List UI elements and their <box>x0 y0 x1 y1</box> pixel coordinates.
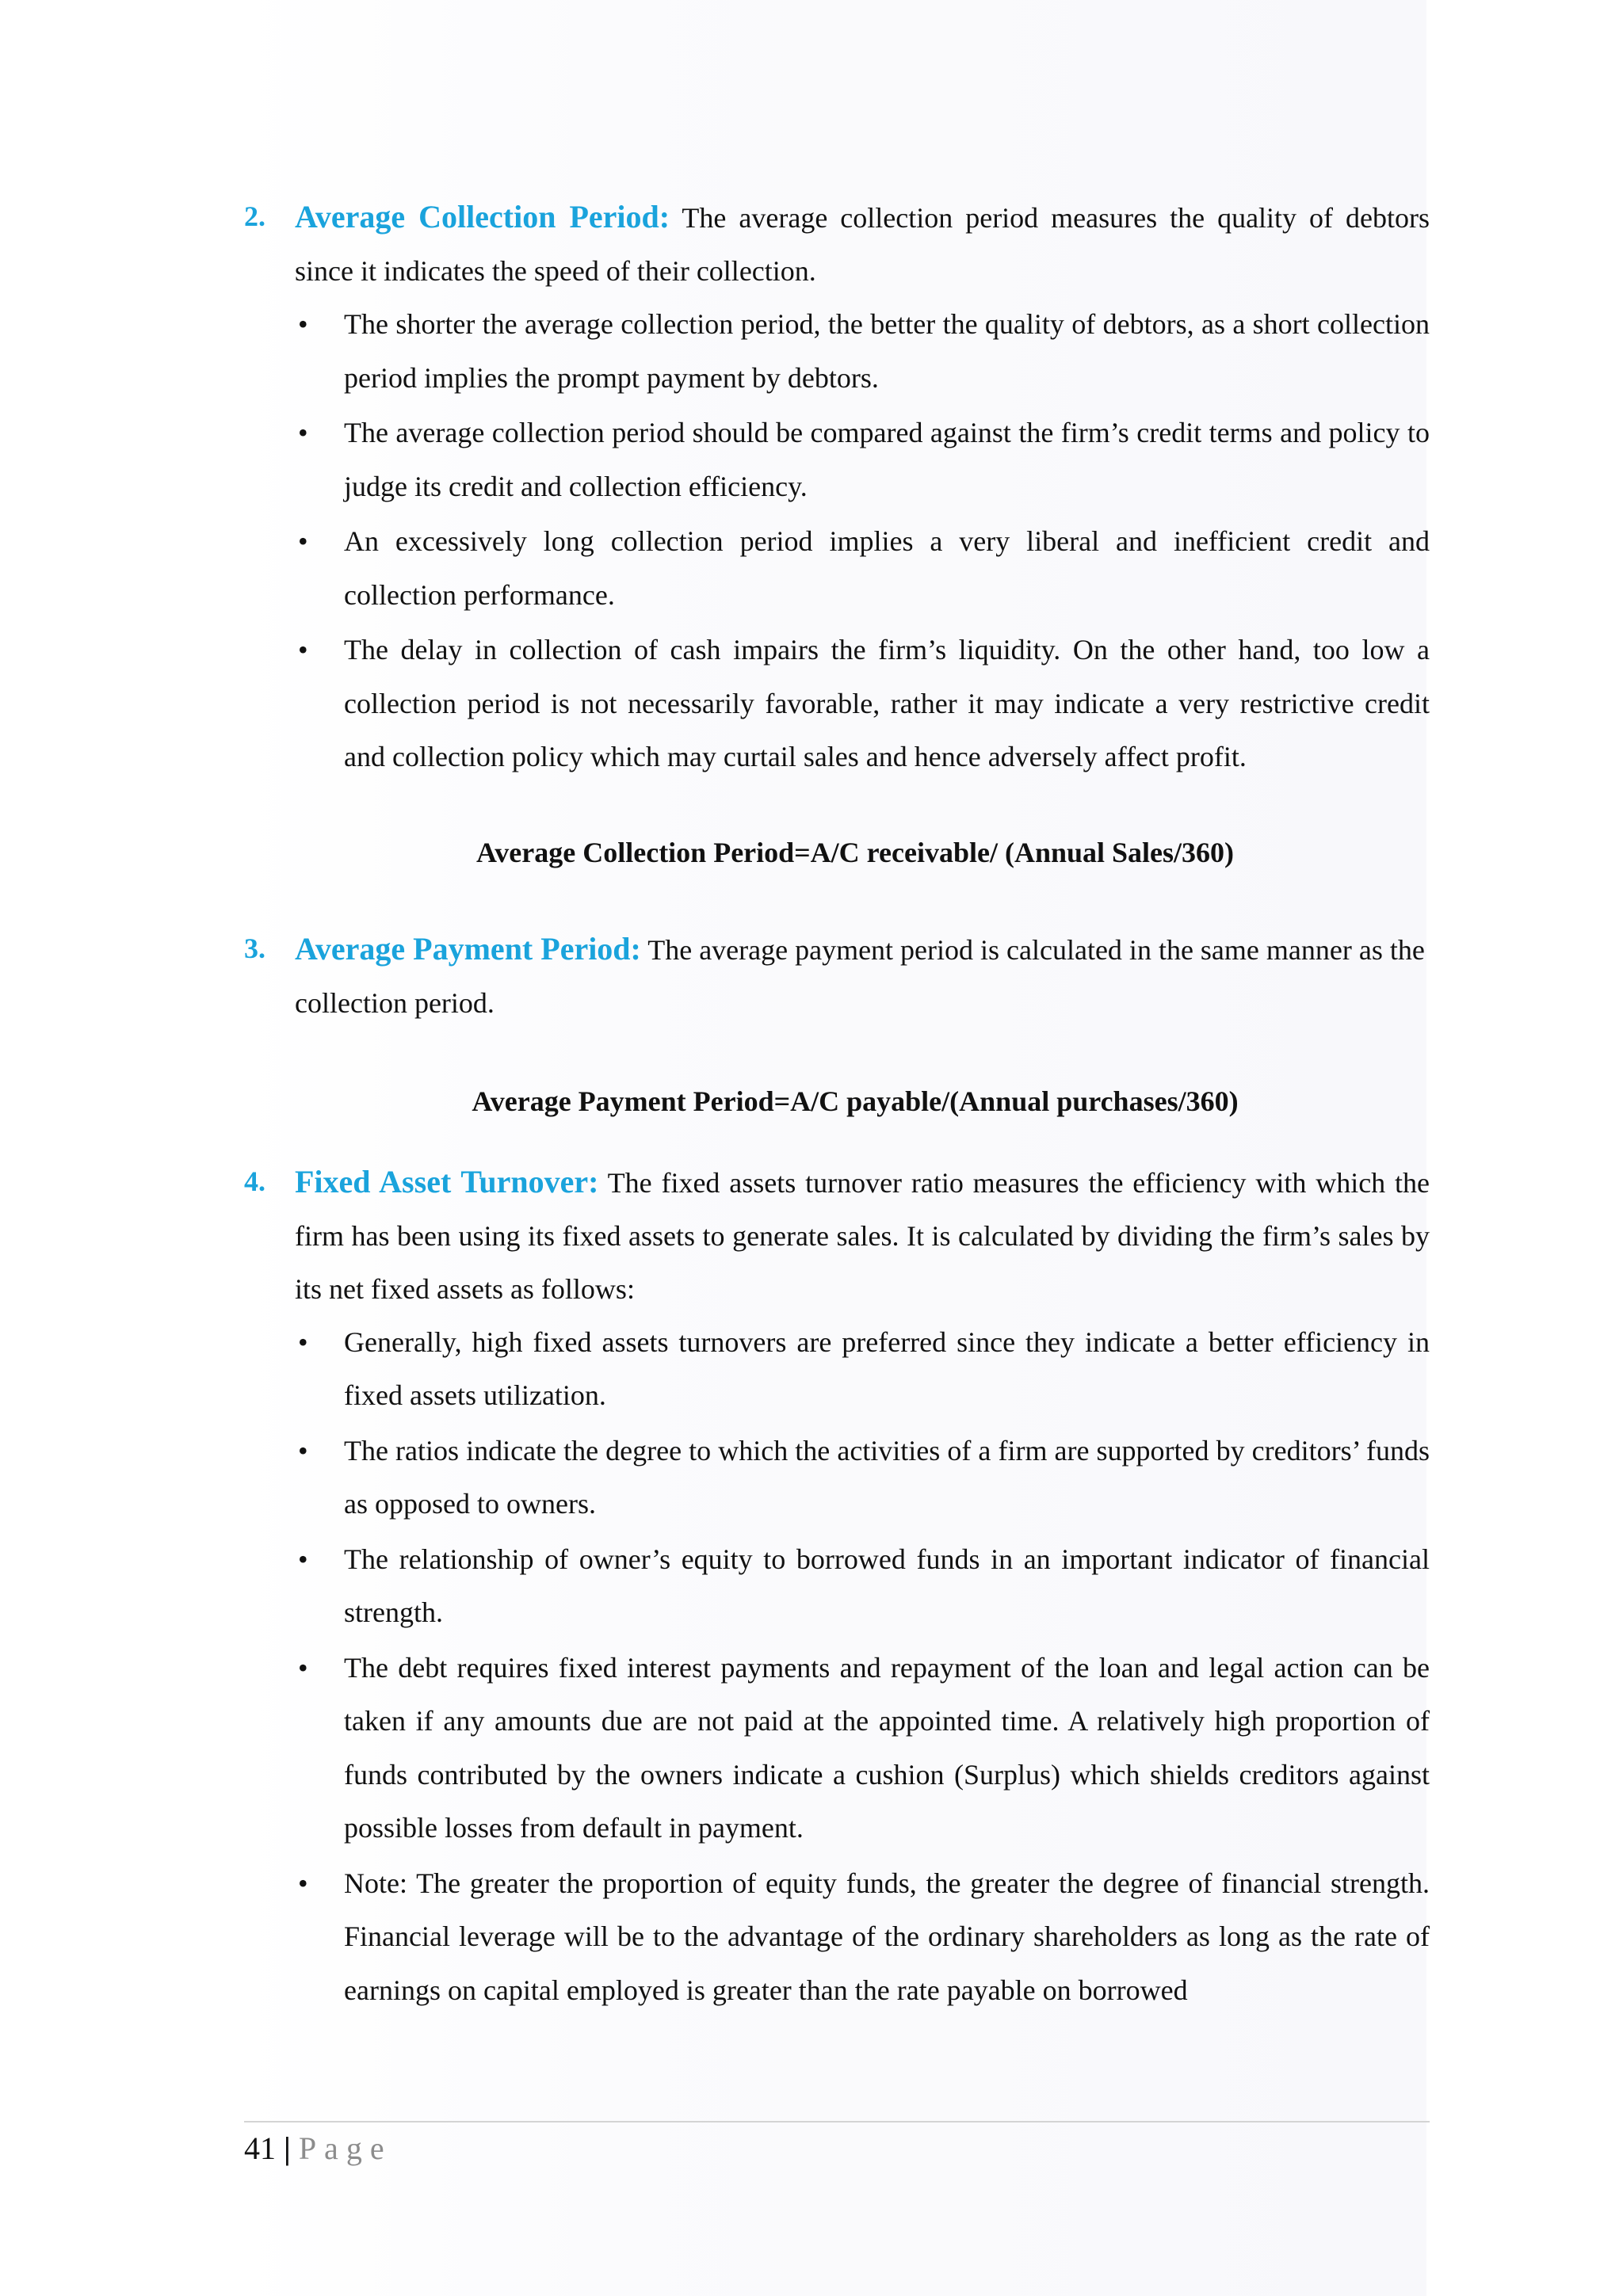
list-item <box>298 1533 1430 1640</box>
list-item <box>298 1316 1430 1423</box>
list-item-text: The shorter the average collection period, the better the quality of debtors, as a short collection period implies the prompt payment by debtors. <box>344 308 1430 394</box>
section-heading <box>295 922 1430 1030</box>
bullet-icon: • <box>298 1867 308 1899</box>
list-item <box>298 298 1430 405</box>
list-item-text: The average collection period should be compared against the firm’s credit terms and policy to judge its credit and collection efficiency. <box>344 417 1430 502</box>
section-intro: The average payment period is calculated in the same manner as the collection period. <box>295 933 1425 1019</box>
section-fixed-asset-turnover <box>244 1155 1430 2018</box>
bullet-icon: • <box>298 417 308 448</box>
bullet-icon: • <box>298 1325 308 1358</box>
list-item-text: The relationship of owner’s equity to borrowed funds in an important indicator of financial strength. <box>344 1543 1430 1628</box>
section-heading <box>295 1155 1430 1316</box>
section-title: Fixed Asset Turnover: <box>295 1163 599 1199</box>
list-item-text: Note: The greater the proportion of equity funds, the greater the degree of financial strength. Financial leverage will be to the advantage of the ordinary shareholders as long as the rate of earnings on capital employed is greater than the rate payable on borrowed <box>344 1867 1430 2006</box>
page-number: 41 <box>244 2130 276 2166</box>
bullet-icon: • <box>298 1434 308 1466</box>
bullet-list <box>295 298 1430 784</box>
bullet-icon: • <box>298 634 308 666</box>
list-item <box>298 1642 1430 1855</box>
section-intro: The fixed assets turnover ratio measures the efficiency with which the firm has been using its fixed assets to generate sales. It is calculated by dividing the firm’s sales by its net fixed assets as follows: <box>295 1166 1430 1305</box>
list-item <box>298 624 1430 784</box>
section-title: Average Collection Period: <box>295 199 670 235</box>
formula-average-collection-period: Average Collection Period=A/C receivable/ (Annual Sales/360) <box>475 836 1235 868</box>
section-title: Average Payment Period: <box>295 930 641 967</box>
section-number: 4. <box>244 1165 265 1197</box>
list-item <box>298 1857 1430 2018</box>
document-body <box>244 190 1430 2019</box>
formula-average-payment-period: Average Payment Period=A/C payable/(Annual purchases/360) <box>472 1085 1239 1117</box>
section-number: 3. <box>244 932 265 964</box>
section-average-payment-period <box>244 922 1430 1030</box>
footer-divider <box>244 2121 1430 2122</box>
list-item-text: The delay in collection of cash impairs the firm’s liquidity. On the other hand, too low a collection period is not necessarily favorable, rather it may indicate a very restrictive credit and collection policy which may curtail sales and hence adversely affect profit. <box>344 634 1430 772</box>
list-item-text: The debt requires fixed interest payments and repayment of the loan and legal action can be taken if any amounts due are not paid at the appointed time. A relatively high proportion of funds contributed by the owners indicate a cushion (Surplus) which shields creditors against possible losses from default in payment. <box>344 1651 1430 1844</box>
bullet-icon: • <box>298 1543 308 1575</box>
bullet-list <box>295 1316 1430 2018</box>
list-item <box>298 1425 1430 1531</box>
page-footer <box>244 2126 392 2171</box>
section-intro: The average collection period measures the quality of debtors since it indicates the speed of their collection. <box>295 202 1430 287</box>
section-heading <box>295 190 1430 298</box>
footer-separator: | <box>284 2130 291 2166</box>
page-label: Page <box>298 2130 392 2166</box>
list-item <box>298 406 1430 513</box>
section-number: 2. <box>244 200 265 232</box>
bullet-icon: • <box>298 525 308 557</box>
list-item-text: The ratios indicate the degree to which the activities of a firm are supported by creditors’ funds as opposed to owners. <box>344 1434 1430 1520</box>
list-item-text: An excessively long collection period implies a very liberal and inefficient credit and collection performance. <box>344 525 1430 611</box>
list-item-text: Generally, high fixed assets turnovers are preferred since they indicate a better efficiency in fixed assets utilization. <box>344 1325 1430 1411</box>
list-item <box>298 515 1430 622</box>
section-average-collection-period <box>244 190 1430 784</box>
bullet-icon: • <box>298 308 308 340</box>
bullet-icon: • <box>298 1651 308 1684</box>
